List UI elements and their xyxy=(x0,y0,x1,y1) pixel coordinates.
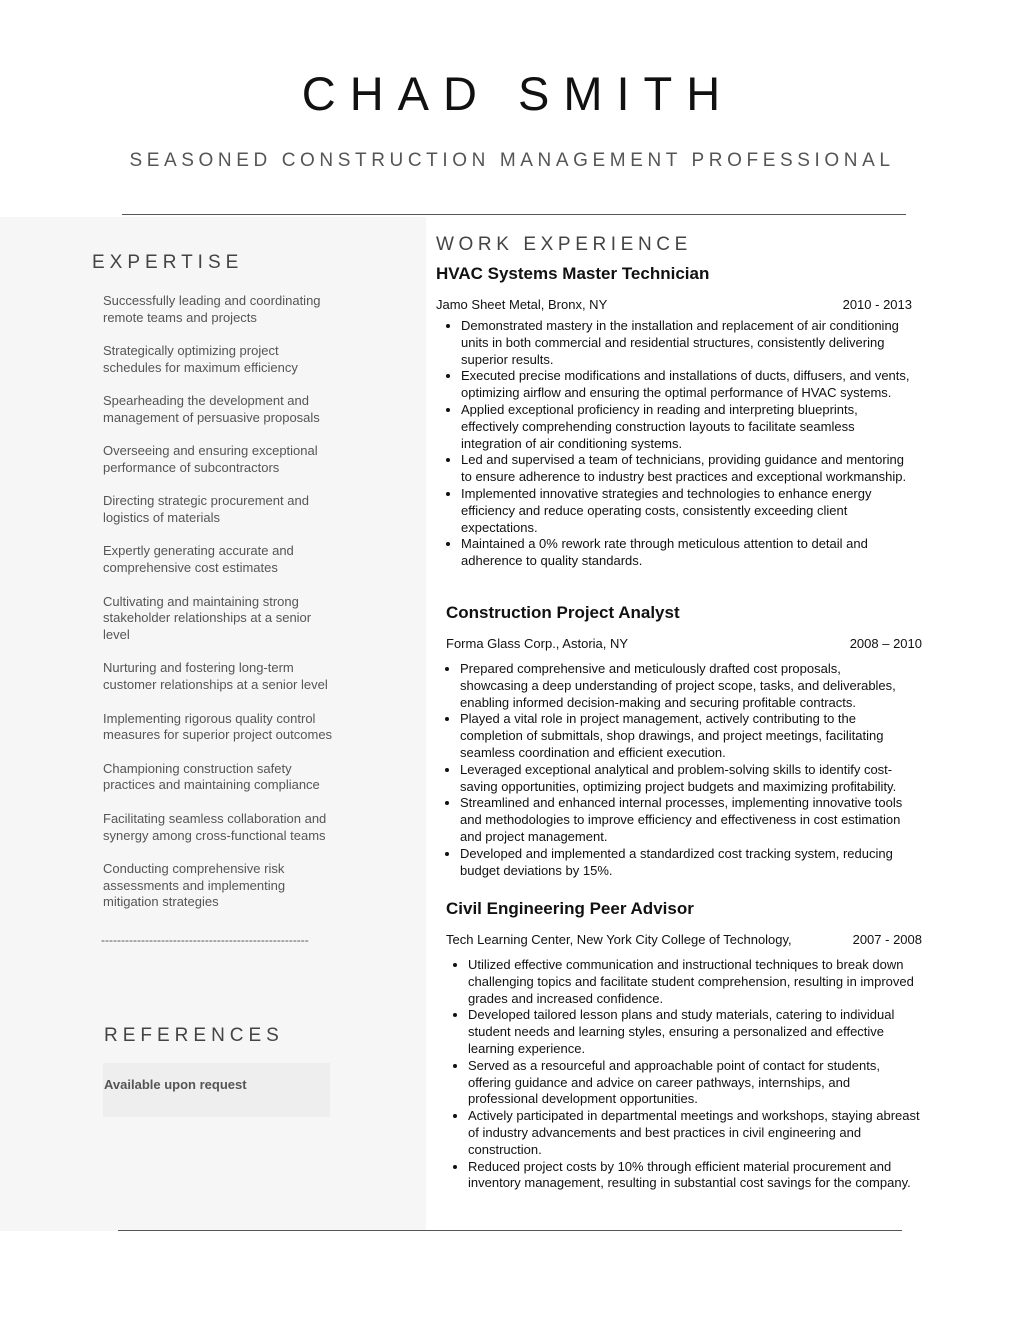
job-meta xyxy=(446,636,922,654)
top-divider xyxy=(122,214,906,215)
expertise-item: Strategically optimizing project schedules for maximum efficiency xyxy=(103,343,298,375)
job-bullet: • Streamlined and enhanced internal processes, implementing innovative tools and methodologies to improve efficiency and effectiveness in cost estimation and project management. xyxy=(460,795,906,845)
job-bullets xyxy=(446,957,923,1192)
job-company: Tech Learning Center, New York City College of Technology, xyxy=(446,932,792,947)
job-entry-analyst xyxy=(446,603,922,879)
job-title: Civil Engineering Peer Advisor xyxy=(446,899,694,918)
expertise-item: Spearheading the development and management of persuasive proposals xyxy=(103,393,320,425)
expertise-heading: EXPERTISE xyxy=(92,252,244,273)
job-bullet: • Executed precise modifications and installations of ducts, diffusers, and vents, optimizing airflow and ensuring the optimal performance of HVAC systems. xyxy=(461,368,916,402)
job-bullet: • Reduced project costs by 10% through efficient material procurement and inventory management, resulting in substantial cost savings for the company. xyxy=(468,1159,923,1193)
expertise-item: Successfully leading and coordinating remote teams and projects xyxy=(103,293,321,325)
candidate-name: CHAD SMITH xyxy=(301,67,735,120)
expertise-item: Facilitating seamless collaboration and synergy among cross-functional teams xyxy=(103,810,327,843)
references-heading: REFERENCES xyxy=(104,1025,284,1046)
expertise-item: Implementing rigorous quality control measures for superior project outcomes xyxy=(103,710,333,743)
job-bullet: • Utilized effective communication and instructional techniques to break down challenging topics and facilitate student comprehension, resulting in improved grades and increased confidence. xyxy=(468,957,923,1007)
bottom-divider xyxy=(118,1230,902,1231)
expertise-item: Cultivating and maintaining strong stakeholder relationships at a senior level xyxy=(103,593,312,643)
job-entry-advisor xyxy=(446,899,922,1192)
job-company: Jamo Sheet Metal, Bronx, NY xyxy=(436,297,608,312)
references-text: Available upon request xyxy=(104,1077,247,1092)
expertise-list xyxy=(103,293,338,928)
job-bullet: • Led and supervised a team of technicians, providing guidance and mentoring to ensure adherence to industry best practices and exceptional workmanship. xyxy=(461,452,916,486)
expertise-item: Championing construction safety practices and maintaining compliance xyxy=(103,760,320,793)
expertise-item: Expertly generating accurate and comprehensive cost estimates xyxy=(103,543,294,576)
job-dates: 2008 – 2010 xyxy=(849,636,922,651)
job-bullet: • Developed and implemented a standardized cost tracking system, reducing budget deviations by 15%. xyxy=(460,846,906,880)
job-bullet: • Leveraged exceptional analytical and problem-solving skills to identify cost-saving opportunities, optimizing project budgets and maximizing profitability. xyxy=(460,762,906,796)
job-title: HVAC Systems Master Technician xyxy=(436,264,710,283)
job-bullet: • Played a vital role in project management, actively contributing to the completion of submittals, shop drawings, and project meetings, facilitating seamless coordination and efficient execution. xyxy=(460,711,906,761)
dashed-separator: ---------------------------------------------------- xyxy=(101,933,309,947)
job-bullet: • Implemented innovative strategies and technologies to enhance energy efficiency and reduce operating costs, consistently exceeding client expectations. xyxy=(461,486,916,536)
job-bullets xyxy=(446,661,906,879)
expertise-item: Overseeing and ensuring exceptional performance of subcontractors xyxy=(103,443,318,476)
job-bullet: • Actively participated in departmental meetings and workshops, staying abreast of industry advancements and best practices in civil engineering and construction. xyxy=(468,1108,923,1158)
job-bullets xyxy=(436,318,916,570)
candidate-headline: SEASONED CONSTRUCTION MANAGEMENT PROFESSIONAL xyxy=(129,150,895,171)
job-meta xyxy=(446,932,922,950)
job-dates: 2010 - 2013 xyxy=(842,297,912,312)
expertise-item: Directing strategic procurement and logistics of materials xyxy=(103,493,309,526)
job-bullet: • Prepared comprehensive and meticulously drafted cost proposals, showcasing a deep understanding of project scope, tasks, and deliverables, enabling informed decision-making and securing profitable contracts. xyxy=(460,661,906,711)
job-bullet: • Demonstrated mastery in the installation and replacement of air conditioning units in both commercial and residential structures, consistently delivering superior results. xyxy=(461,318,916,368)
work-experience-heading: WORK EXPERIENCE xyxy=(436,234,692,255)
job-bullet: • Developed tailored lesson plans and study materials, catering to individual student needs and learning styles, ensuring a personalized and effective learning experience. xyxy=(468,1007,923,1057)
job-bullet: • Served as a resourceful and approachable point of contact for students, offering guidance and advice on career pathways, internships, and professional development opportunities. xyxy=(468,1058,923,1108)
job-dates: 2007 - 2008 xyxy=(852,932,922,947)
job-meta xyxy=(436,297,912,315)
expertise-item: Conducting comprehensive risk assessments and implementing mitigation strategies xyxy=(103,860,286,910)
job-bullet: • Maintained a 0% rework rate through meticulous attention to detail and adherence to quality standards. xyxy=(461,536,916,570)
job-company: Forma Glass Corp., Astoria, NY xyxy=(446,636,629,651)
job-title: Construction Project Analyst xyxy=(446,603,680,622)
expertise-item: Nurturing and fostering long-term customer relationships at a senior level xyxy=(103,660,328,693)
job-bullet: • Applied exceptional proficiency in reading and interpreting blueprints, effectively comprehending construction layouts to facilitate seamless integration of air conditioning systems. xyxy=(461,402,916,452)
job-entry-hvac xyxy=(436,264,912,570)
